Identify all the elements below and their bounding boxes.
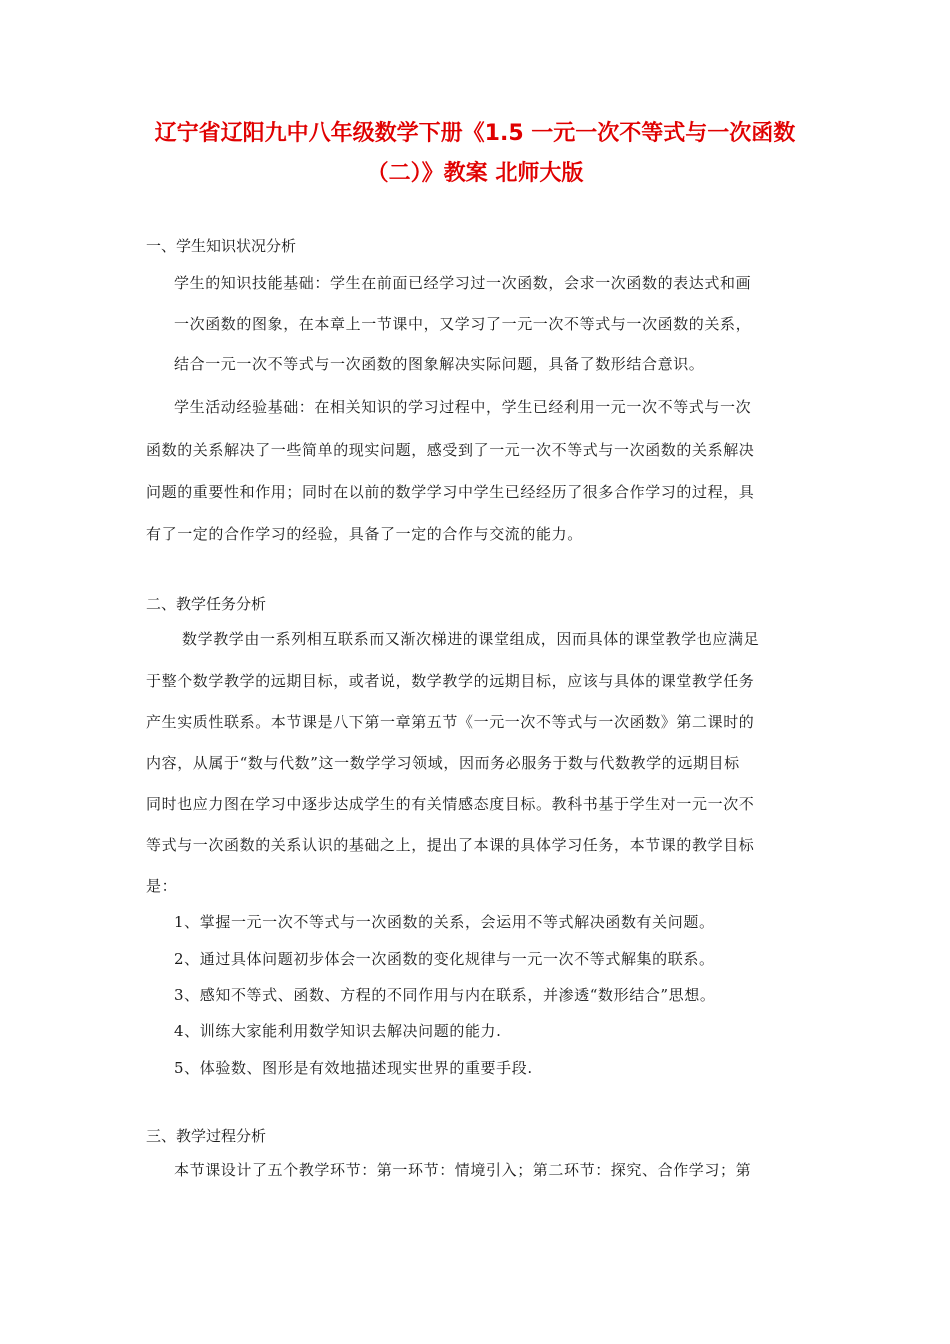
paragraph-line: 等式与一次函数的关系认识的基础之上，提出了本课的具体学习任务，本节课的教学目标 <box>146 836 755 854</box>
paragraph-line: 数学教学由一系列相互联系而又渐次梯进的课堂组成，因而具体的课堂教学也应满足 <box>182 630 760 648</box>
paragraph-line: 是： <box>146 877 178 895</box>
paragraph-line: 学生活动经验基础：在相关知识的学习过程中，学生已经利用一元一次不等式与一次 <box>174 398 752 416</box>
paragraph-line: 同时也应力图在学习中逐步达成学生的有关情感态度目标。教科书基于学生对一元一次不 <box>146 795 755 813</box>
goal-item-4: 4、训练大家能利用数学知识去解决问题的能力. <box>174 1022 502 1040</box>
paragraph-line: 有了一定的合作学习的经验，具备了一定的合作与交流的能力。 <box>146 525 583 543</box>
section-heading-teaching-task: 二、教学任务分析 <box>146 595 267 613</box>
paragraph-line: 本节课设计了五个教学环节：第一环节：情境引入；第二环节：探究、合作学习；第 <box>174 1161 752 1179</box>
document-title-line-1: 辽宁省辽阳九中八年级数学下册《1.5 一元一次不等式与一次函数 <box>154 121 796 146</box>
paragraph-line: 于整个数学教学的远期目标，或者说，数学教学的远期目标，应该与具体的课堂教学任务 <box>146 672 755 690</box>
goal-item-2: 2、通过具体问题初步体会一次函数的变化规律与一元一次不等式解集的联系。 <box>174 950 715 968</box>
section-heading-teaching-process: 三、教学过程分析 <box>146 1127 267 1145</box>
paragraph-line: 内容，从属于“数与代数”这一数学学习领域，因而务必服务于数与代数教学的远期目标 <box>146 754 740 772</box>
paragraph-line: 问题的重要性和作用；同时在以前的数学学习中学生已经经历了很多合作学习的过程，具 <box>146 483 755 501</box>
paragraph-line: 学生的知识技能基础：学生在前面已经学习过一次函数，会求一次函数的表达式和画 <box>174 274 752 292</box>
document-title-line-2: （二）》教案 北师大版 <box>366 161 584 186</box>
goal-item-3: 3、感知不等式、函数、方程的不同作用与内在联系，并渗透“数形结合”思想。 <box>174 986 716 1004</box>
paragraph-line: 结合一元一次不等式与一次函数的图象解决实际问题，具备了数形结合意识。 <box>174 355 705 373</box>
paragraph-line: 函数的关系解决了一些简单的现实问题，感受到了一元一次不等式与一次函数的关系解决 <box>146 441 755 459</box>
goal-item-1: 1、掌握一元一次不等式与一次函数的关系，会运用不等式解决函数有关问题。 <box>174 913 715 931</box>
goal-item-5: 5、体验数、图形是有效地描述现实世界的重要手段. <box>174 1059 533 1077</box>
paragraph-line: 产生实质性联系。本节课是八下第一章第五节《一元一次不等式与一次函数》第二课时的 <box>146 713 755 731</box>
paragraph-line: 一次函数的图象，在本章上一节课中，又学习了一元一次不等式与一次函数的关系， <box>174 315 752 333</box>
section-heading-student-knowledge: 一、学生知识状况分析 <box>146 237 297 255</box>
